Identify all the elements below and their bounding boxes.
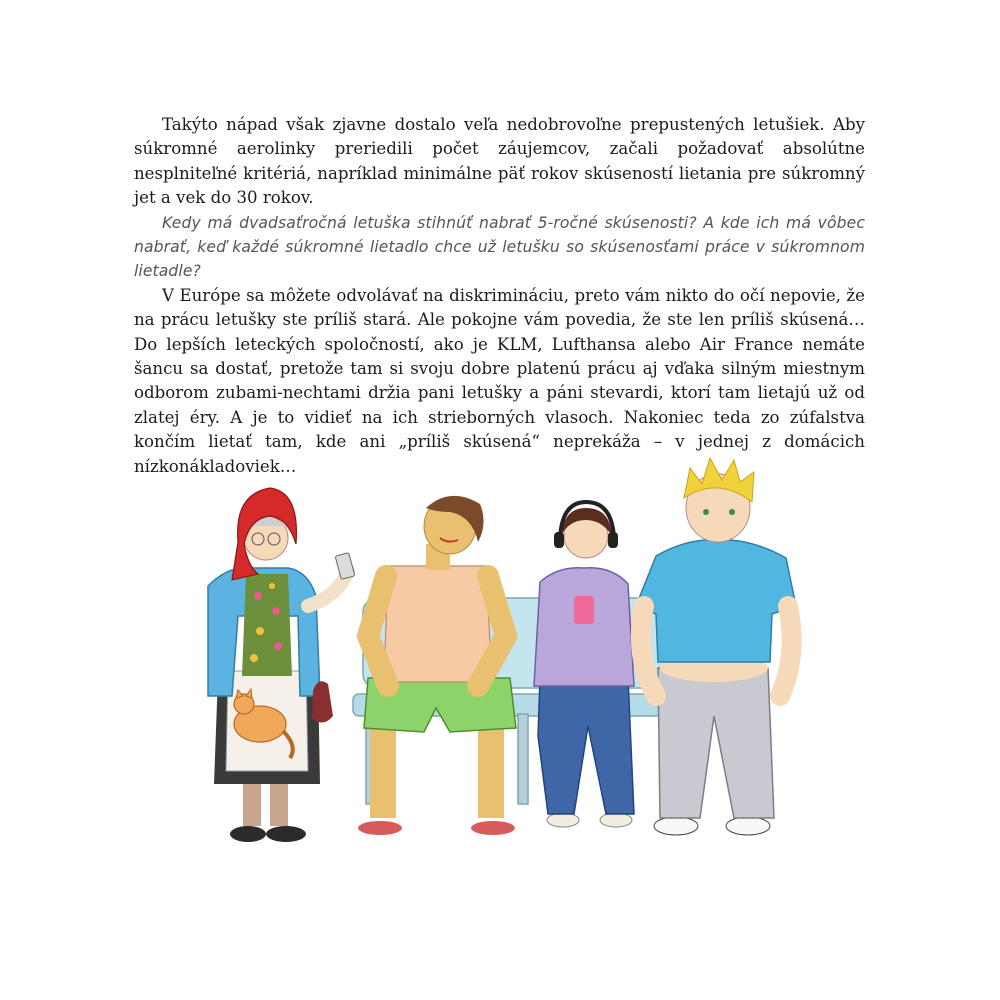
blond-boy-in-blue-shirt: [636, 458, 796, 835]
grandmother-with-cat: [208, 488, 355, 842]
article-text: [134, 113, 865, 479]
paragraph-1: Takýto nápad však zjavne dostalo veľa nedobrovoľne prepustených letušiek. Aby súkromné aerolinky preriedili počet záujemcov, začali požadovať absolútne nesplniteľné kritériá, napríklad minimálne päť rokov skúseností lietania pre súkromný jet a vek do 30 rokov.: [134, 115, 865, 208]
illustration: [188, 446, 818, 856]
paragraph-3: V Európe sa môžete odvolávať na diskrimináciu, preto vám nikto do očí nepovie, že na prácu letušky ste príliš stará. Ale pokojne vám povedia, že ste len príliš skúsená… Do lepších leteckých spoločností, ako je KLM, Lufthansa alebo Air France nemáte šancu sa dostať, pretože tam si svoju dobre platenú prácu aj vďaka silným miestnym odborom zubami-nechtami držia pani letušky a páni stevardi, ktorí tam lietajú už od zlatej éry. A je to vidieť na ich strieborných vlasoch. Nakoniec teda zo zúfalstva končím lietať tam, kde ani „príliš skúsená“ neprekáža – v jednej z domácich nízkonákladoviek…: [134, 285, 865, 476]
hairy-man-in-shorts: [358, 496, 516, 835]
paragraph-2-italic: Kedy má dvadsaťročná letuška stihnúť nabrať 5-ročné skúsenosti? A kde ich má vôbec nabrať, keď každé súkromné lietadlo chce už letušku so skúsenosťami práce v súkromnom lietadle?: [134, 213, 865, 281]
girl-with-headphones: [534, 502, 634, 827]
